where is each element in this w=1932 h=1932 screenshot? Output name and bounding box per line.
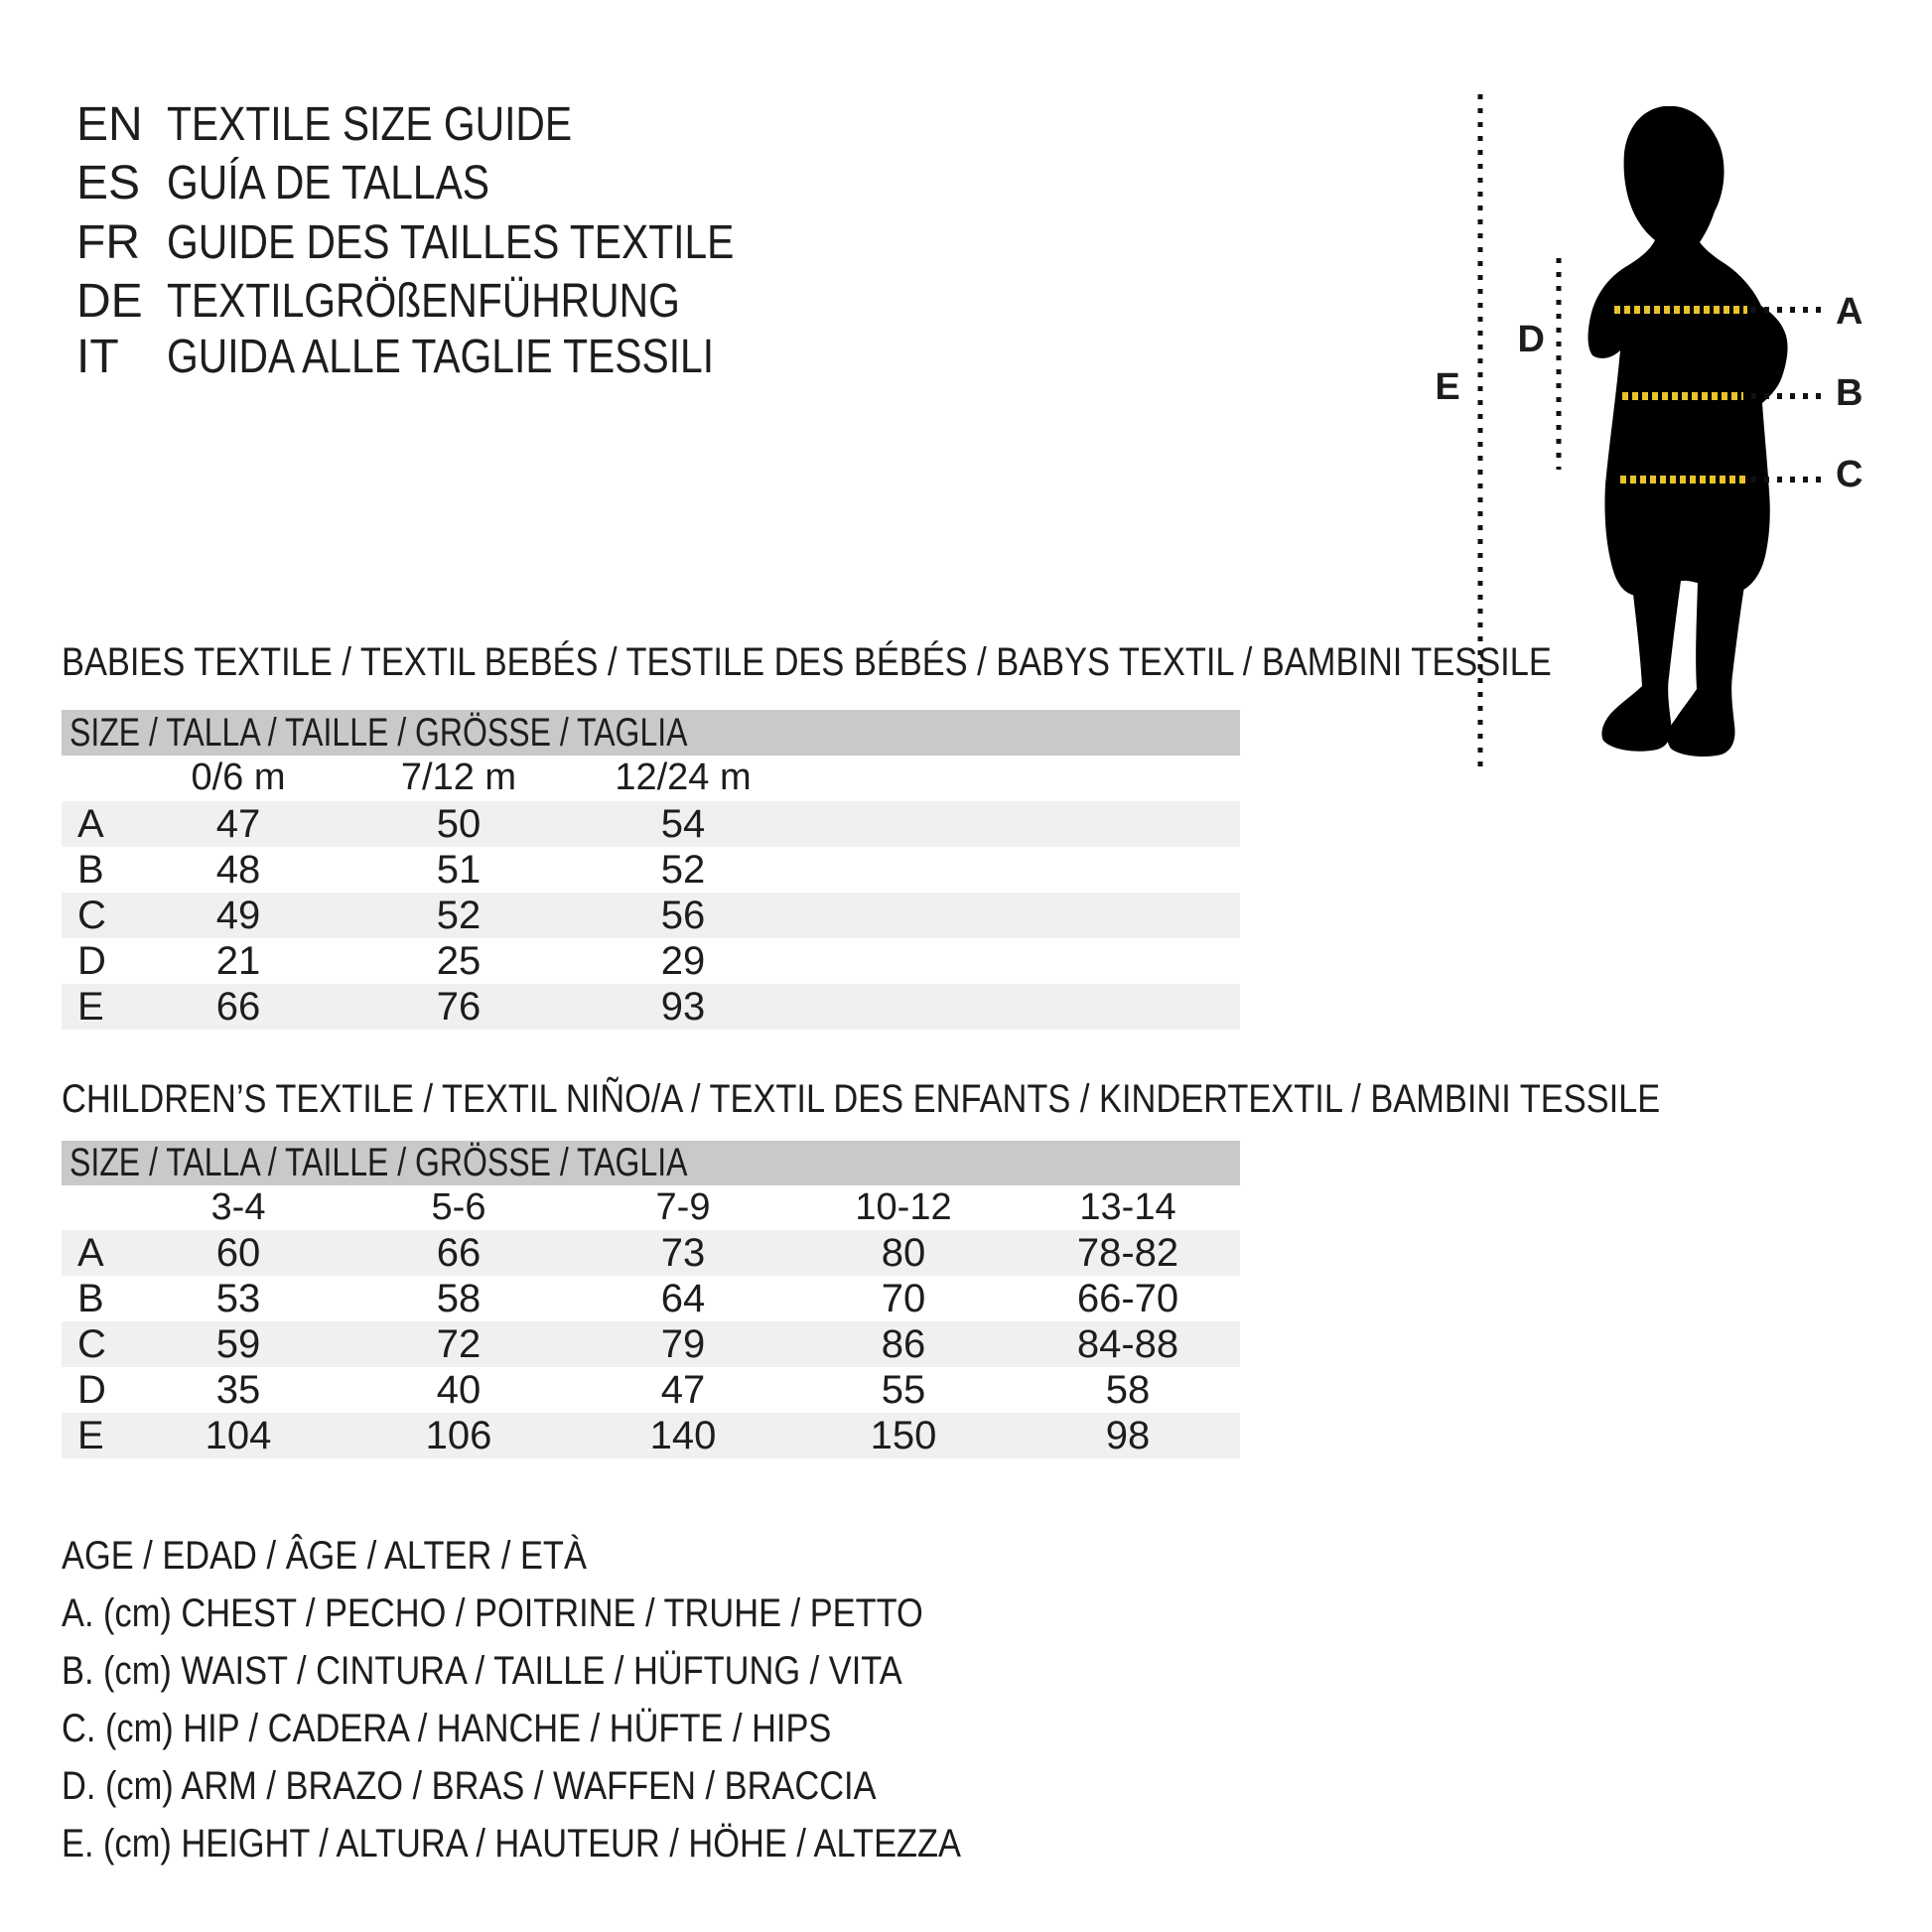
- cell: 98: [1105, 1414, 1151, 1457]
- table-row: [62, 847, 1240, 893]
- figure-label-e: E: [1435, 366, 1460, 408]
- table-row: [62, 893, 1240, 938]
- cell: 66-70: [1076, 1277, 1179, 1320]
- language-code: IT: [76, 331, 119, 383]
- cell: 79: [660, 1322, 706, 1366]
- row-label: E: [77, 1414, 104, 1457]
- cell: 51: [436, 848, 482, 892]
- table-row: [62, 1230, 1240, 1276]
- table-row: [62, 938, 1240, 984]
- cell: 76: [436, 985, 482, 1029]
- figure-label-d: D: [1517, 319, 1545, 360]
- language-code: EN: [76, 98, 143, 151]
- cell: 64: [660, 1277, 706, 1320]
- cell: 73: [660, 1231, 706, 1275]
- babies-column-header-row: [62, 755, 1240, 801]
- cell: 58: [436, 1277, 482, 1320]
- language-code: ES: [76, 157, 141, 209]
- cell: 59: [215, 1322, 261, 1366]
- language-title: TEXTILGRÖßENFÜHRUNG: [167, 275, 680, 328]
- children-column-header-row: [62, 1185, 1240, 1230]
- language-row-en: [76, 98, 643, 151]
- cell: 78-82: [1076, 1231, 1179, 1275]
- cell: 56: [660, 894, 706, 937]
- language-title: GUÍA DE TALLAS: [167, 157, 490, 209]
- cell: 66: [436, 1231, 482, 1275]
- cell: 48: [215, 848, 261, 892]
- language-row-fr: [76, 216, 834, 269]
- cell: 40: [436, 1368, 482, 1412]
- row-label: B: [77, 848, 104, 892]
- children-size-header-bar: [62, 1141, 1240, 1185]
- legend-arm: D. (cm) ARM / BRAZO / BRAS / WAFFEN / BRACCIA: [62, 1764, 877, 1808]
- language-title: GUIDE DES TAILLES TEXTILE: [167, 216, 735, 269]
- legend-age: AGE / EDAD / ÂGE / ALTER / ETÀ: [62, 1534, 587, 1578]
- cell: 52: [436, 894, 482, 937]
- table-row: [62, 801, 1240, 847]
- cell: 84-88: [1076, 1322, 1179, 1366]
- babies-section-title: BABIES TEXTILE / TEXTIL BEBÉS / TESTILE DES BÉBÉS / BABYS TEXTIL / BAMBINI TESSILE: [62, 640, 1552, 684]
- figure-label-b: B: [1836, 372, 1863, 414]
- cell: 66: [215, 985, 261, 1029]
- cell: 140: [649, 1414, 717, 1457]
- cell: 104: [205, 1414, 272, 1457]
- language-row-it: [76, 331, 810, 383]
- cell: 150: [870, 1414, 937, 1457]
- babies-size-header-label: SIZE / TALLA / TAILLE / GRÖSSE / TAGLIA: [69, 711, 688, 755]
- cell: 47: [215, 802, 261, 846]
- babies-size-header-bar: [62, 710, 1240, 756]
- cell: 54: [660, 802, 706, 846]
- row-label: A: [77, 1231, 104, 1275]
- row-label: C: [77, 894, 106, 937]
- cell: 70: [881, 1277, 926, 1320]
- cell: 21: [215, 939, 261, 983]
- language-row-es: [76, 157, 546, 209]
- cell: 52: [660, 848, 706, 892]
- table-row: [62, 1367, 1240, 1413]
- babies-col-7-12m: 7/12 m: [400, 757, 517, 798]
- row-label: B: [77, 1277, 104, 1320]
- children-col-10-12: 10-12: [855, 1186, 952, 1228]
- children-col-3-4: 3-4: [210, 1186, 266, 1228]
- babies-col-12-24m: 12/24 m: [615, 757, 752, 798]
- row-label: A: [77, 802, 104, 846]
- children-size-header-label: SIZE / TALLA / TAILLE / GRÖSSE / TAGLIA: [69, 1141, 688, 1184]
- cell: 106: [425, 1414, 492, 1457]
- row-label: E: [77, 985, 104, 1029]
- cell: 25: [436, 939, 482, 983]
- cell: 49: [215, 894, 261, 937]
- cell: 86: [881, 1322, 926, 1366]
- cell: 55: [881, 1368, 926, 1412]
- children-col-5-6: 5-6: [431, 1186, 486, 1228]
- cell: 80: [881, 1231, 926, 1275]
- table-row: [62, 1276, 1240, 1321]
- cell: 50: [436, 802, 482, 846]
- row-label: D: [77, 939, 106, 983]
- cell: 72: [436, 1322, 482, 1366]
- language-title: GUIDA ALLE TAGLIE TESSILI: [167, 331, 715, 383]
- cell: 53: [215, 1277, 261, 1320]
- table-row: [62, 984, 1240, 1030]
- figure-label-c: C: [1836, 454, 1863, 495]
- legend-height: E. (cm) HEIGHT / ALTURA / HAUTEUR / HÖHE / ALTEZZA: [62, 1822, 961, 1865]
- row-label: C: [77, 1322, 106, 1366]
- cell: 60: [215, 1231, 261, 1275]
- figure-label-a: A: [1836, 291, 1863, 333]
- cell: 93: [660, 985, 706, 1029]
- cell: 58: [1105, 1368, 1151, 1412]
- table-row: [62, 1413, 1240, 1458]
- cell: 29: [660, 939, 706, 983]
- row-label: D: [77, 1368, 106, 1412]
- legend-waist: B. (cm) WAIST / CINTURA / TAILLE / HÜFTUNG / VITA: [62, 1649, 902, 1693]
- language-row-de: [76, 275, 770, 328]
- cell: 35: [215, 1368, 261, 1412]
- language-code: DE: [76, 275, 143, 328]
- children-section-title: CHILDREN’S TEXTILE / TEXTIL NIÑO/A / TEXTIL DES ENFANTS / KINDERTEXTIL / BAMBINI TESSILE: [62, 1077, 1661, 1121]
- children-col-13-14: 13-14: [1079, 1186, 1176, 1228]
- language-title: TEXTILE SIZE GUIDE: [167, 98, 573, 151]
- babies-col-0-6m: 0/6 m: [191, 757, 286, 798]
- table-row: [62, 1321, 1240, 1367]
- cell: 47: [660, 1368, 706, 1412]
- legend-hip: C. (cm) HIP / CADERA / HANCHE / HÜFTE / HIPS: [62, 1707, 832, 1750]
- language-code: FR: [76, 216, 140, 269]
- children-col-7-9: 7-9: [655, 1186, 711, 1228]
- legend-chest: A. (cm) CHEST / PECHO / POITRINE / TRUHE / PETTO: [62, 1591, 923, 1635]
